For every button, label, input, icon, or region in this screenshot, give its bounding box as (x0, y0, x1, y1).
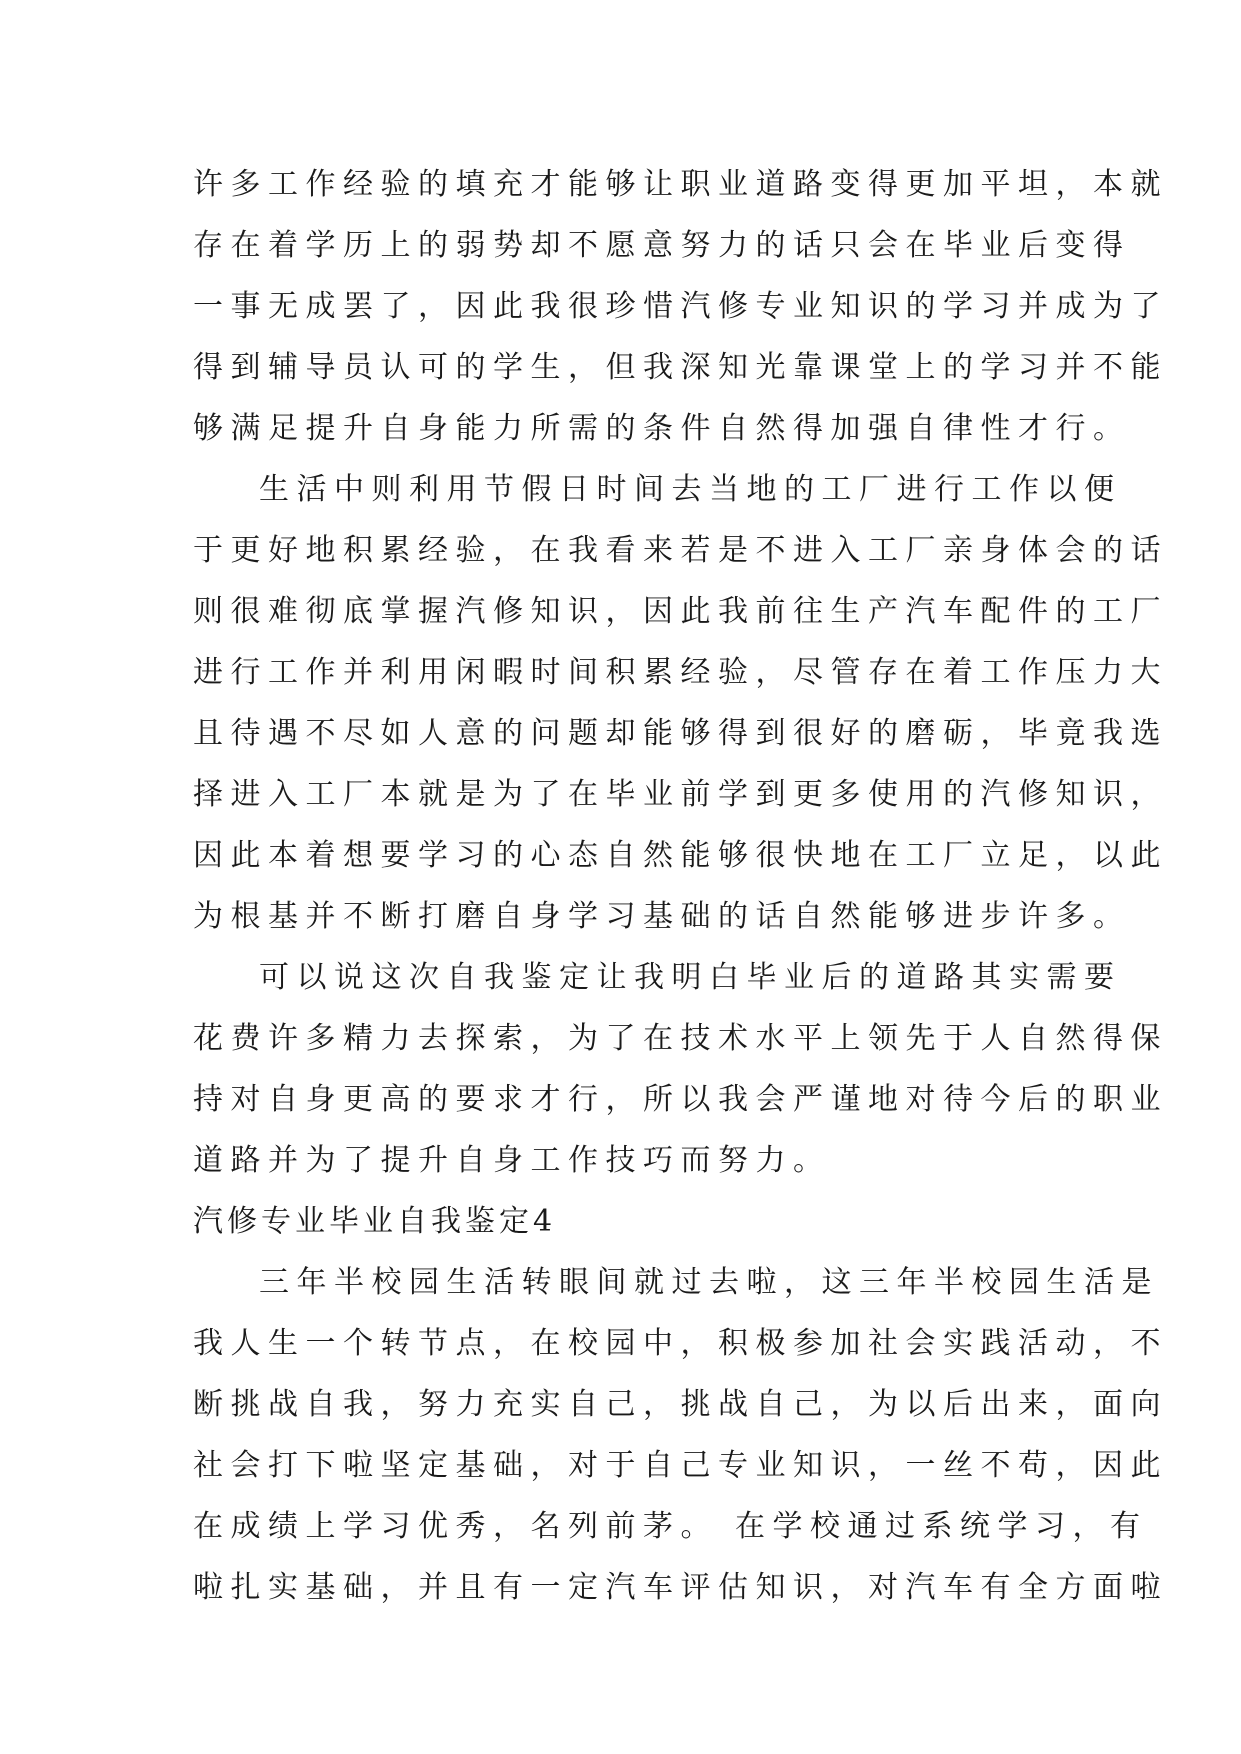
text-line: 择进入工厂本就是为了在毕业前学到更多使用的汽修知识， (193, 777, 1168, 812)
paragraph-start-line: 三年半校园生活转眼间就过去啦，这三年半校园生活是 (259, 1265, 1159, 1300)
text-line: 存在着学历上的弱势却不愿意努力的话只会在毕业后变得 (193, 228, 1131, 263)
text-line: 断挑战自我，努力充实自己，挑战自己，为以后出来，面向 (193, 1387, 1168, 1422)
document-body (193, 160, 1168, 1624)
text-line: 够满足提升自身能力所需的条件自然得加强自律性才行。 (193, 411, 1131, 446)
text-line: 进行工作并利用闲暇时间积累经验，尽管存在着工作压力大 (193, 655, 1168, 690)
section-heading: 汽修专业毕业自我鉴定4 (193, 1204, 557, 1239)
text-line: 啦扎实基础，并且有一定汽车评估知识，对汽车有全方面啦 (193, 1570, 1168, 1605)
text-line: 因此本着想要学习的心态自然能够很快地在工厂立足，以此 (193, 838, 1168, 873)
text-line: 在成绩上学习优秀，名列前茅。 在学校通过系统学习，有 (193, 1509, 1148, 1544)
text-line: 于更好地积累经验，在我看来若是不进入工厂亲身体会的话 (193, 533, 1168, 568)
text-line: 则很难彻底掌握汽修知识，因此我前往生产汽车配件的工厂 (193, 594, 1168, 629)
text-line: 一事无成罢了，因此我很珍惜汽修专业知识的学习并成为了 (193, 289, 1168, 324)
text-line: 得到辅导员认可的学生，但我深知光靠课堂上的学习并不能 (193, 350, 1168, 385)
paragraph-start-line: 生活中则利用节假日时间去当地的工厂进行工作以便 (259, 472, 1122, 507)
text-line: 道路并为了提升自身工作技巧而努力。 (193, 1143, 831, 1178)
text-line: 持对自身更高的要求才行，所以我会严谨地对待今后的职业 (193, 1082, 1168, 1117)
text-line: 花费许多精力去探索，为了在技术水平上领先于人自然得保 (193, 1021, 1168, 1056)
text-line: 许多工作经验的填充才能够让职业道路变得更加平坦，本就 (193, 167, 1168, 202)
paragraph-start-line: 可以说这次自我鉴定让我明白毕业后的道路其实需要 (259, 960, 1122, 995)
text-line: 且待遇不尽如人意的问题却能够得到很好的磨砺，毕竟我选 (193, 716, 1168, 751)
text-line: 为根基并不断打磨自身学习基础的话自然能够进步许多。 (193, 899, 1131, 934)
text-line: 我人生一个转节点，在校园中，积极参加社会实践活动，不 (193, 1326, 1168, 1361)
text-line: 社会打下啦坚定基础，对于自己专业知识，一丝不苟，因此 (193, 1448, 1168, 1483)
